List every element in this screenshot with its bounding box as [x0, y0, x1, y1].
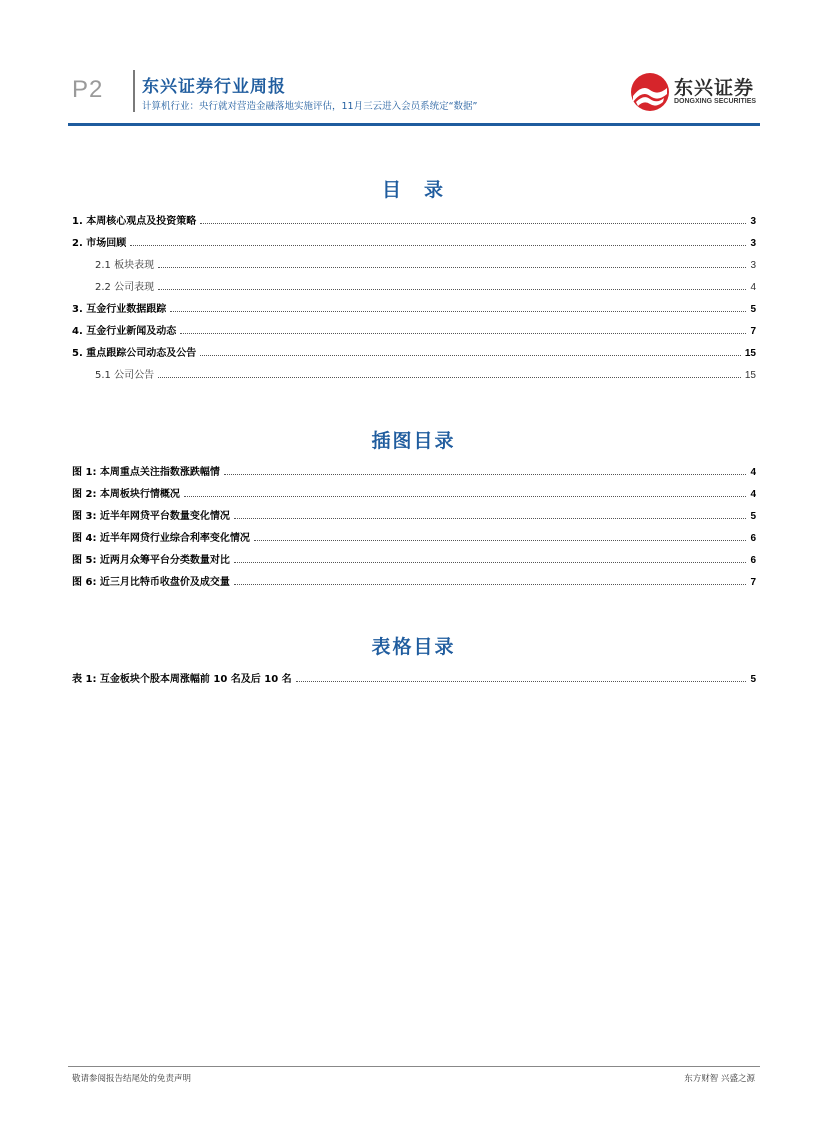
figure-entry-label: 图 3: 近半年网贷平台数量变化情况 — [72, 511, 230, 522]
table-entry-label: 表 1: 互金板块个股本周涨幅前 10 名及后 10 名 — [72, 674, 292, 685]
toc-subentry[interactable] — [95, 366, 756, 381]
table-entry-page: 5 — [750, 674, 756, 685]
figure-entry-page: 6 — [750, 555, 756, 566]
toc-leader — [130, 244, 746, 246]
toc-heading: 目 录 — [381, 179, 445, 201]
footer-disclaimer: 敬请参阅报告结尾处的免责声明 — [72, 1074, 192, 1084]
report-title: 东兴证券行业周报 — [142, 77, 286, 97]
toc-entry-page: 3 — [750, 260, 756, 271]
figure-entry[interactable] — [72, 507, 756, 522]
figure-entry-page: 6 — [750, 533, 756, 544]
header-separator — [133, 70, 135, 112]
toc-entry[interactable] — [72, 212, 756, 227]
logo-english-text: DONGXING SECURITIES — [674, 98, 757, 105]
toc-entry[interactable] — [72, 300, 756, 315]
toc-entry-label: 4. 互金行业新闻及动态 — [72, 326, 177, 337]
figure-entry-label: 图 1: 本周重点关注指数涨跌幅情 — [72, 467, 220, 478]
toc-entry-label: 3. 互金行业数据跟踪 — [72, 304, 167, 315]
figure-entry-label: 图 5: 近两月众筹平台分类数量对比 — [72, 555, 230, 566]
toc-entry-page: 4 — [750, 282, 756, 293]
figure-entry[interactable] — [72, 485, 756, 500]
figure-entry[interactable] — [72, 463, 756, 478]
toc-leader — [158, 266, 746, 268]
toc-leader — [234, 583, 747, 585]
toc-entry-label: 5.1 公司公告 — [95, 370, 155, 381]
toc-leader — [180, 332, 746, 334]
toc-leader — [184, 495, 747, 497]
toc-entry-page: 15 — [744, 370, 756, 381]
toc-entry-page: 7 — [750, 326, 756, 337]
figures-heading: 插图目录 — [371, 430, 456, 452]
table-entry[interactable] — [72, 670, 756, 685]
report-subtitle: 计算机行业：央行就对营造金融落地实施评估，11月三云进入会员系统定“数据” — [142, 101, 478, 112]
figure-entry-label: 图 2: 本周板块行情概况 — [72, 489, 180, 500]
toc-leader — [158, 288, 746, 290]
toc-entry-page: 5 — [750, 304, 756, 315]
toc-entry-label: 2. 市场回顾 — [72, 238, 127, 249]
dongxing-logo-icon — [630, 72, 670, 112]
footer-rule — [68, 1066, 760, 1067]
figure-entry-label: 图 4: 近半年网贷行业综合利率变化情况 — [72, 533, 250, 544]
page-number: P2 — [72, 76, 104, 103]
toc-entry-label: 2.2 公司表现 — [95, 282, 155, 293]
toc-entry-page: 15 — [744, 348, 756, 359]
tables-heading: 表格目录 — [371, 636, 456, 658]
toc-entry-page: 3 — [750, 238, 756, 249]
toc-subentry[interactable] — [95, 256, 756, 271]
toc-leader — [200, 354, 741, 356]
figure-entry-page: 4 — [750, 467, 756, 478]
toc-leader — [158, 376, 741, 378]
toc-entry[interactable] — [72, 322, 756, 337]
toc-entry-label: 5. 重点跟踪公司动态及公告 — [72, 348, 197, 359]
toc-leader — [234, 517, 747, 519]
toc-entry[interactable] — [72, 344, 756, 359]
logo-text: 东兴证券 — [674, 77, 755, 99]
figure-entry[interactable] — [72, 551, 756, 566]
toc-leader — [170, 310, 746, 312]
toc-entry-page: 3 — [750, 216, 756, 227]
toc-leader — [224, 473, 747, 475]
toc-leader — [200, 222, 746, 224]
figure-entry-page: 4 — [750, 489, 756, 500]
toc-subentry[interactable] — [95, 278, 756, 293]
toc-entry-label: 1. 本周核心观点及投资策略 — [72, 216, 197, 227]
figure-entry[interactable] — [72, 529, 756, 544]
toc-leader — [234, 561, 747, 563]
toc-entry-label: 2.1 板块表现 — [95, 260, 155, 271]
toc-entry[interactable] — [72, 234, 756, 249]
company-logo — [630, 70, 756, 112]
figure-entry[interactable] — [72, 573, 756, 588]
toc-leader — [254, 539, 747, 541]
figure-entry-label: 图 6: 近三月比特币收盘价及成交量 — [72, 577, 230, 588]
toc-leader — [296, 680, 747, 682]
header-rule — [68, 123, 760, 126]
figure-entry-page: 5 — [750, 511, 756, 522]
footer-slogan: 东方财智 兴盛之源 — [684, 1074, 755, 1084]
figure-entry-page: 7 — [750, 577, 756, 588]
